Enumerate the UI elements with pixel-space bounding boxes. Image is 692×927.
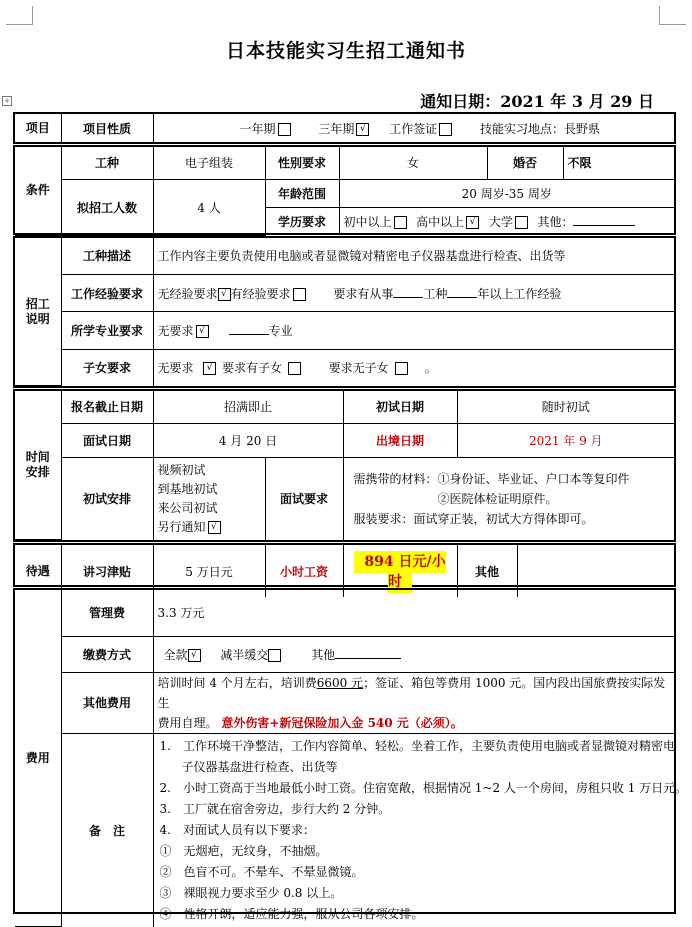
first-exam-value: 随时初试 — [457, 391, 674, 423]
gender-value: 女 — [339, 147, 487, 179]
page-corner-mark-left — [6, 6, 33, 25]
major-none-checkbox[interactable]: √ — [196, 325, 209, 338]
edu-middle-label: 初中以上 — [343, 214, 392, 229]
section-recruitment — [13, 236, 676, 388]
job-desc-value: 工作内容主要负责使用电脑或者显微镜对精密电子仪器基盘进行检查、出货等 — [153, 238, 674, 274]
pay-full-checkbox[interactable]: √ — [188, 649, 201, 662]
note-4-item-3: ③ 裸眼视力要求至少 0.8 以上。 — [159, 885, 343, 900]
first-exam-label: 初试日期 — [343, 391, 457, 423]
note-2: 2. 小时工资高于当地最低小时工资。住宿宽敞，根据情况 1~2 人一个房间，房租只收 1 万日元。 — [159, 780, 688, 795]
req-medical: ②医院体检证明原件。 — [437, 491, 558, 506]
fees-category: 费用 — [15, 590, 61, 927]
other-fees-text-d: 费用自理。 — [157, 715, 218, 730]
three-year-checkbox[interactable]: √ — [356, 123, 369, 136]
edu-college-label: 大学 — [488, 214, 513, 229]
note-1-continued: 子仪器基盘进行检查、出货等 — [181, 759, 338, 774]
pay-other-label: 其他 — [311, 647, 336, 662]
section-fees — [13, 588, 688, 921]
edu-middle-checkbox[interactable] — [394, 216, 407, 229]
major-label: 所学专业要求 — [61, 312, 153, 349]
marriage-label: 婚否 — [487, 147, 563, 179]
kids-no-label: 要求无子女 — [328, 361, 389, 376]
other-fees-text-a: 培训时间 4 个月左右，培训费 — [157, 675, 317, 690]
note-4-item-2: ② 色盲不可。不晕车、不晕显微镜。 — [159, 864, 364, 879]
training-location: 技能实习地点：長野県 — [480, 121, 601, 136]
kids-has-label: 要求有子女 — [221, 361, 282, 376]
interview-req-label: 面试要求 — [265, 457, 343, 540]
exp-required-label: 有经验要求 — [230, 286, 291, 301]
edu-other-label: 其他： — [537, 214, 574, 229]
exp-required-checkbox[interactable] — [293, 288, 306, 301]
job-type-label: 工种 — [61, 147, 153, 179]
major-suffix: 专业 — [268, 323, 293, 338]
insurance-fee-note: 意外伤害+新冠保险加入金 540 元（必须）。 — [221, 715, 463, 730]
deadline-value: 招满即止 — [153, 391, 343, 423]
exp-job-field[interactable] — [393, 297, 423, 298]
treatment-category: 待遇 — [15, 545, 61, 597]
req-dress: 服装要求：面试穿正装，初试大方得体即可。 — [353, 511, 594, 526]
note-3: 3. 工厂就在宿舍旁边，步行大约 2 分钟。 — [159, 801, 391, 816]
exp-detail-b: 工种 — [423, 286, 448, 301]
kids-has-checkbox[interactable] — [288, 362, 301, 375]
conditions-category: 条件 — [15, 147, 61, 235]
deadline-label: 报名截止日期 — [61, 391, 153, 423]
exp-none-checkbox[interactable]: √ — [218, 288, 231, 301]
kids-none-label: 无要求 — [157, 361, 194, 376]
one-year-checkbox[interactable] — [278, 123, 291, 136]
other-fees-value — [153, 672, 674, 733]
headcount-label: 拟招工人数 — [61, 179, 153, 235]
allowance-label: 讲习津贴 — [61, 545, 153, 597]
schedule-category: 时间 安排 — [15, 391, 61, 540]
edu-college-checkbox[interactable] — [515, 216, 528, 229]
section-schedule — [13, 389, 676, 542]
payment-options — [153, 636, 674, 672]
arrange-notify-checkbox[interactable]: √ — [208, 521, 221, 534]
major-options — [153, 312, 674, 349]
recruitment-category: 招工 说明 — [15, 238, 61, 386]
mgmt-fee-value: 3.3 万元 — [153, 590, 674, 636]
pay-full-label: 全款 — [163, 647, 188, 662]
hourly-wage-value: 894 日元/小时 — [354, 551, 445, 593]
kids-none-checkbox[interactable]: √ — [203, 362, 216, 375]
job-type-value: 电子组装 — [153, 147, 265, 179]
opt-three-year-label: 三年期 — [318, 121, 355, 136]
children-options — [153, 349, 674, 385]
children-label: 子女要求 — [61, 349, 153, 385]
note-4-item-4: ④ 性格开朗，适应能力强，服从公司各项安排。 — [159, 906, 424, 921]
notes-list — [153, 733, 688, 927]
note-4-item-1: ① 无烟疤，无纹身，不抽烟。 — [159, 843, 328, 858]
section-treatment — [13, 543, 676, 590]
project-type-label: 项目性质 — [61, 114, 153, 142]
edu-other-field[interactable] — [573, 225, 635, 226]
payment-label: 缴费方式 — [61, 636, 153, 672]
work-visa-checkbox[interactable] — [439, 123, 452, 136]
interview-date-label: 面试日期 — [61, 423, 153, 457]
opt-work-visa-label: 工作签证 — [389, 121, 438, 136]
training-fee-amount: 6600 元 — [316, 675, 364, 690]
exp-detail-c: 年以上工作经验 — [477, 286, 562, 301]
allowance-value: 5 万日元 — [153, 545, 265, 597]
first-exam-arrange-label: 初试安排 — [61, 457, 153, 540]
notice-date: 通知日期：2021 年 3 月 29 日 — [420, 92, 654, 111]
exp-years-field[interactable] — [447, 297, 477, 298]
experience-label: 工作经验要求 — [61, 274, 153, 311]
treatment-other-label: 其他 — [457, 545, 517, 597]
hourly-wage-label: 小时工资 — [265, 545, 343, 597]
kids-end-mark: 。 — [424, 361, 437, 376]
pay-other-field[interactable] — [335, 658, 401, 659]
first-exam-arrange-options — [153, 457, 265, 540]
page-corner-mark-right — [659, 6, 686, 25]
major-field[interactable] — [229, 334, 269, 335]
other-fees-label: 其他费用 — [61, 672, 153, 733]
pay-half-checkbox[interactable] — [268, 649, 281, 662]
experience-options — [153, 274, 674, 311]
document-title: 日本技能实习生招工通知书 — [225, 40, 466, 62]
section-project — [13, 112, 676, 144]
opt-one-year-label: 一年期 — [239, 121, 276, 136]
education-options — [339, 207, 674, 235]
section-conditions — [13, 145, 676, 235]
marriage-value: 不限 — [563, 147, 674, 179]
pay-half-label: 减半缓交 — [220, 647, 269, 662]
interview-req-value — [343, 457, 674, 540]
req-materials: 需携带的材料：①身份证、毕业证、户口本等复印件 — [353, 471, 630, 486]
arrange-notify: 另行通知 — [157, 519, 206, 534]
arrange-base: 到基地初试 — [157, 481, 218, 496]
project-category: 项目 — [15, 114, 61, 142]
exp-none-label: 无经验要求 — [157, 286, 218, 301]
education-label: 学历要求 — [265, 207, 339, 235]
interview-date-value: 4 月 20 日 — [153, 423, 343, 457]
note-1: 1. 工作环境干净整洁，工作内容简单、轻松。坐着工作，主要负责使用电脑或者显微镜对精密电 — [159, 738, 675, 753]
mgmt-fee-label: 管理费 — [61, 590, 153, 636]
departure-date-value: 2021 年 9 月 — [457, 423, 674, 457]
arrange-company: 来公司初试 — [157, 500, 218, 515]
major-none-label: 无要求 — [157, 323, 194, 338]
notes-label: 备 注 — [61, 733, 153, 927]
edu-high-checkbox[interactable]: √ — [466, 216, 479, 229]
project-options — [153, 114, 674, 142]
departure-date-label: 出境日期 — [343, 423, 457, 457]
age-label: 年龄范围 — [265, 179, 339, 207]
headcount-value: 4 人 — [153, 179, 265, 235]
edu-high-label: 高中以上 — [416, 214, 465, 229]
age-value: 20 周岁-35 周岁 — [339, 179, 674, 207]
kids-no-checkbox[interactable] — [395, 362, 408, 375]
job-desc-label: 工种描述 — [61, 238, 153, 274]
gender-label: 性别要求 — [265, 147, 339, 179]
exp-detail-a: 要求有从事 — [333, 286, 394, 301]
note-4: 4. 对面试人员有以下要求： — [159, 822, 315, 837]
arrange-video: 视频初试 — [157, 462, 206, 477]
table-move-handle-icon[interactable]: + — [2, 96, 12, 106]
other-fees-text-c: ；签证、箱包等费用 1000 元。国内段出国旅费按实际发生 — [157, 675, 666, 710]
